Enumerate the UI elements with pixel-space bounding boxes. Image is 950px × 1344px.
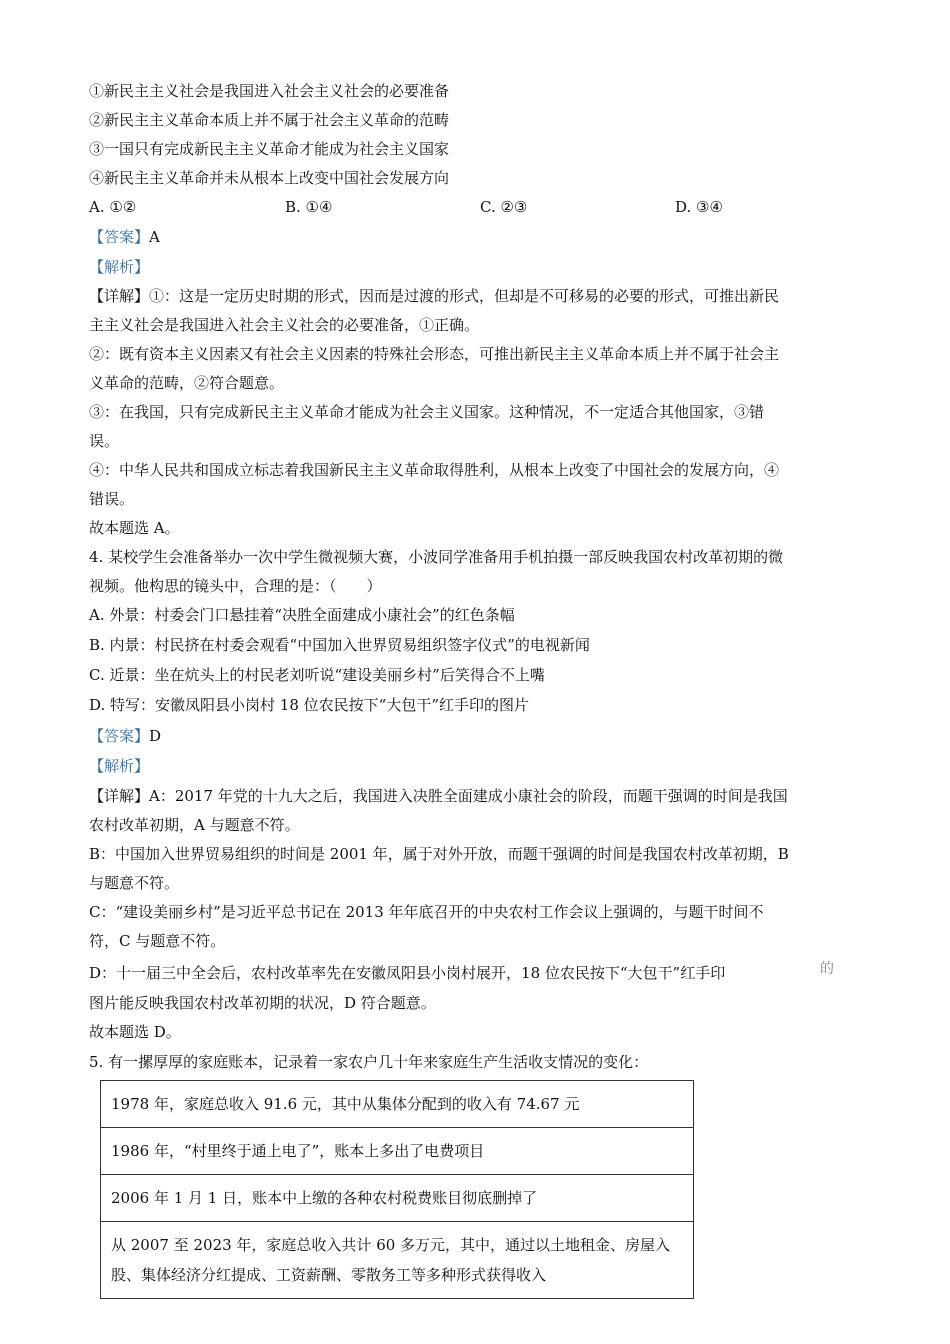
q3-analysis-tag: 【解析】: [89, 258, 150, 276]
ledger-row: [101, 1128, 694, 1175]
q4-option-d: D. 特写：安徽凤阳县小岗村 18 位农民按下“大包干”红手印的图片: [89, 696, 529, 714]
q3-detail-line-7: ④：中华人民共和国成立标志着我国新民主主义革命取得胜利，从根本上改变了中国社会的发展方向，④: [89, 461, 780, 479]
ledger-row: [101, 1222, 694, 1299]
answer-value: D: [149, 727, 162, 745]
detail-tag: 【详解】: [89, 287, 150, 305]
q4-option-a: A. 外景：村委会门口悬挂着“决胜全面建成小康社会”的红色条幅: [89, 606, 515, 624]
q3-option-a: A. ①②: [89, 198, 137, 216]
q3-detail-line-6: 误。: [89, 432, 120, 450]
q4-detail-line-7: D：十一届三中全会后，农村改革率先在安徽凤阳县小岗村展开，18 位农民按下“大包干”红手印: [89, 964, 726, 982]
q3-detail-line-3: ②：既有资本主义因素又有社会主义因素的特殊社会形态，可推出新民主主义革命本质上并不属于社会主: [89, 345, 780, 363]
answer-tag: 【答案】: [89, 727, 150, 745]
detail-text: A：2017 年党的十九大之后，我国进入决胜全面建成小康社会的阶段，而题干强调的时间是我国: [149, 787, 788, 805]
q4-option-b: B. 内景：村民挤在村委会观看“中国加入世界贸易组织签字仪式”的电视新闻: [89, 636, 590, 654]
q3-statement-3: ③一国只有完成新民主主义革命才能成为社会主义国家: [89, 140, 450, 158]
q4-detail-line-6: 符，C 与题意不符。: [89, 932, 226, 950]
q4-stem-line-2: 视频。他构思的镜头中，合理的是：（ ）: [89, 577, 382, 595]
ledger-row: [101, 1175, 694, 1222]
q4-stem-line-1: 4. 某校学生会准备举办一次中学生微视频大赛，小波同学准备用手机拍摄一部反映我国农村改革初期的微: [89, 548, 784, 566]
ledger-cell: 从 2007 至 2023 年，家庭总收入共计 60 多万元，其中，通过以土地租金、房屋入股、集体经济分红提成、工资薪酬、零散务工等多种形式获得收入: [101, 1222, 694, 1299]
q3-detail-line-9: 故本题选 A。: [89, 519, 180, 537]
q4-detail-line-8: 图片能反映我国农村改革初期的状况，D 符合题意。: [89, 994, 436, 1012]
ledger-row: [101, 1081, 694, 1128]
q3-option-c: C. ②③: [480, 198, 528, 216]
detail-tag: 【详解】: [89, 787, 150, 805]
q4-detail-line-5: C：“建设美丽乡村”是习近平总书记在 2013 年年底召开的中央农村工作会议上强调的，与题干时间不: [89, 903, 764, 921]
q4-answer: [89, 726, 161, 746]
q3-option-d: D. ③④: [675, 198, 723, 216]
ledger-cell: 1978 年，家庭总收入 91.6 元，其中从集体分配到的收入有 74.67 元: [101, 1081, 694, 1128]
q3-statement-1: ①新民主主义社会是我国进入社会主义社会的必要准备: [89, 82, 450, 100]
stray-character: 的: [820, 961, 834, 977]
q3-statement-2: ②新民主主义革命本质上并不属于社会主义革命的范畴: [89, 111, 450, 129]
q3-option-b: B. ①④: [285, 198, 333, 216]
ledger-cell: 1986 年，“村里终于通上电了”，账本上多出了电费项目: [101, 1128, 694, 1175]
q4-detail-line-3: B：中国加入世界贸易组织的时间是 2001 年，属于对外开放，而题干强调的时间是我国农村改革初期，B: [89, 845, 789, 863]
q3-detail-line-4: 义革命的范畴，②符合题意。: [89, 374, 285, 392]
q4-detail-line-1: [89, 786, 788, 806]
q3-detail-line-2: 主主义社会是我国进入社会主义社会的必要准备，①正确。: [89, 316, 480, 334]
answer-tag: 【答案】: [89, 228, 150, 246]
answer-value: A: [149, 228, 160, 246]
q3-detail-line-8: 错误。: [89, 490, 135, 508]
q3-statement-4: ④新民主主义革命并未从根本上改变中国社会发展方向: [89, 169, 450, 187]
q3-detail-line-1: [89, 286, 779, 306]
q3-answer: [89, 227, 160, 247]
ledger-cell: 2006 年 1 月 1 日，账本中上缴的各种农村税费账目彻底删掉了: [101, 1175, 694, 1222]
q4-option-c: C. 近景：坐在炕头上的村民老刘听说“建设美丽乡村”后笑得合不上嘴: [89, 666, 545, 684]
q3-detail-line-5: ③：在我国，只有完成新民主主义革命才能成为社会主义国家。这种情况，不一定适合其他国家，③错: [89, 403, 765, 421]
detail-text: ①：这是一定历史时期的形式，因而是过渡的形式，但却是不可移易的必要的形式，可推出新民: [149, 287, 780, 305]
ledger-table: [100, 1080, 694, 1299]
q4-detail-line-9: 故本题选 D。: [89, 1023, 181, 1041]
q5-stem: 5. 有一摞厚厚的家庭账本，记录着一家农户几十年来家庭生产生活收支情况的变化：: [89, 1053, 649, 1071]
q4-analysis-tag: 【解析】: [89, 757, 150, 775]
q4-detail-line-2: 农村改革初期，A 与题意不符。: [89, 816, 300, 834]
q4-detail-line-4: 与题意不符。: [89, 874, 180, 892]
